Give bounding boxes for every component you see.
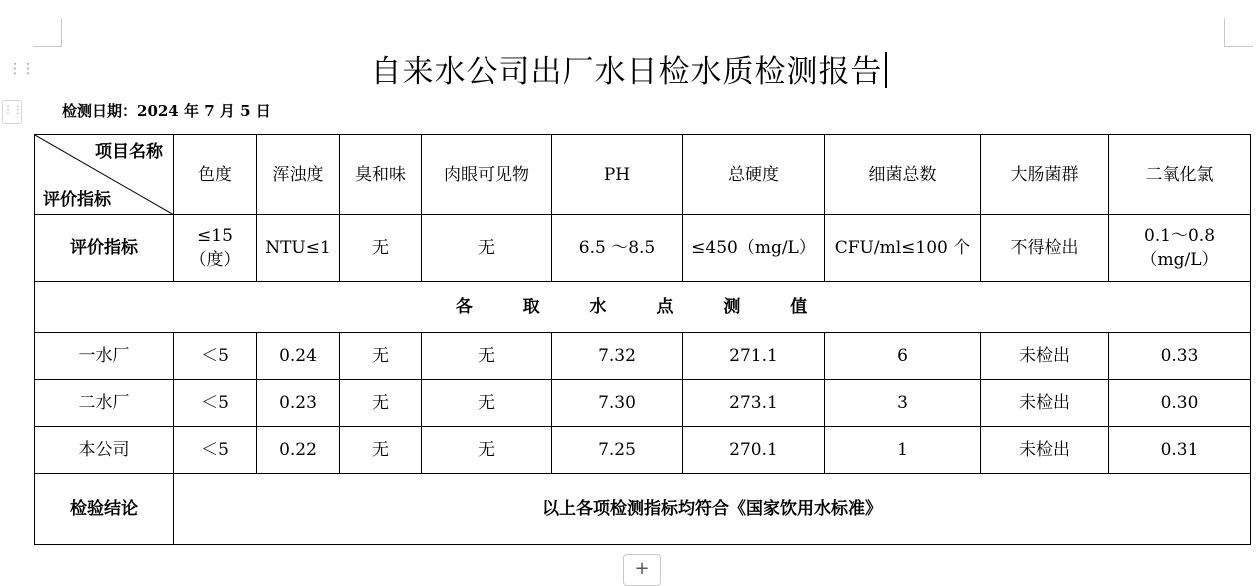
criteria-cell: ≤15（度） [174, 215, 257, 282]
criteria-cell: CFU/ml≤100 个 [825, 215, 981, 282]
table-row [35, 427, 1251, 474]
table-cell: 0.30 [1109, 380, 1251, 427]
criteria-cell: 6.5 ～8.5 [552, 215, 683, 282]
table-cell: 7.25 [552, 427, 683, 474]
text-cursor [885, 52, 887, 88]
table-cell: 7.32 [552, 333, 683, 380]
section-label: 各 取 水 点 测 值 [35, 282, 1251, 333]
table-row [35, 333, 1251, 380]
criteria-cell: NTU≤1 [257, 215, 340, 282]
criteria-cell: 不得检出 [981, 215, 1109, 282]
table-cell: 270.1 [683, 427, 825, 474]
criteria-cell: 0.1～0.8（mg/L） [1109, 215, 1251, 282]
criteria-cell: 无 [340, 215, 422, 282]
conclusion-label: 检验结论 [35, 474, 174, 545]
table-cell: 0.24 [257, 333, 340, 380]
corner-header-top: 项目名称 [95, 142, 163, 162]
table-cell: 无 [422, 333, 552, 380]
table-cell: 无 [422, 380, 552, 427]
table-cell: ＜5 [174, 380, 257, 427]
table-cell: 6 [825, 333, 981, 380]
table-cell: 271.1 [683, 333, 825, 380]
column-header: PH [552, 135, 683, 215]
table-cell: 0.33 [1109, 333, 1251, 380]
drag-handle-icon[interactable]: ⋮⋮ [8, 61, 34, 77]
table-cell: 无 [422, 427, 552, 474]
column-header: 细菌总数 [825, 135, 981, 215]
column-header: 肉眼可见物 [422, 135, 552, 215]
section-row [35, 282, 1251, 333]
column-header: 总硬度 [683, 135, 825, 215]
table-cell: 0.31 [1109, 427, 1251, 474]
row-label: 评价指标 [35, 215, 174, 282]
table-cell: 未检出 [981, 427, 1109, 474]
row-label: 一水厂 [35, 333, 174, 380]
table-cell: ＜5 [174, 333, 257, 380]
header-row [35, 135, 1251, 215]
table-cell: 3 [825, 380, 981, 427]
table-cell: 7.30 [552, 380, 683, 427]
column-header: 二氧化氯 [1109, 135, 1251, 215]
page-corner-top-left [33, 18, 62, 47]
table-handle-icon[interactable]: ⋮⋮ [2, 100, 22, 124]
plus-icon: + [634, 558, 650, 579]
criteria-cell: 无 [422, 215, 552, 282]
criteria-cell: ≤450（mg/L） [683, 215, 825, 282]
table-cell: 0.23 [257, 380, 340, 427]
column-header: 大肠菌群 [981, 135, 1109, 215]
corner-header-bottom: 评价指标 [43, 190, 111, 210]
page-corner-top-right [1224, 18, 1253, 47]
document-title[interactable] [0, 52, 1257, 92]
table-cell: 无 [340, 333, 422, 380]
report-table [34, 134, 1251, 545]
table-cell: 1 [825, 427, 981, 474]
criteria-row [35, 215, 1251, 282]
table-cell: 未检出 [981, 333, 1109, 380]
table-cell: 未检出 [981, 380, 1109, 427]
conclusion-row [35, 474, 1251, 545]
row-label: 本公司 [35, 427, 174, 474]
table-cell: 无 [340, 380, 422, 427]
table-cell: 273.1 [683, 380, 825, 427]
column-header: 浑浊度 [257, 135, 340, 215]
table-cell: 0.22 [257, 427, 340, 474]
column-header: 色度 [174, 135, 257, 215]
row-label: 二水厂 [35, 380, 174, 427]
table-cell: 无 [340, 427, 422, 474]
table-row [35, 380, 1251, 427]
table-cell: ＜5 [174, 427, 257, 474]
column-header: 臭和味 [340, 135, 422, 215]
report-date: 检测日期：2024 年 7 月 5 日 [62, 102, 271, 120]
add-row-button[interactable] [623, 554, 661, 586]
conclusion-text: 以上各项检测指标均符合《国家饮用水标准》 [174, 474, 1251, 545]
corner-header-cell [35, 135, 174, 215]
title-text: 自来水公司出厂水日检水质检测报告 [370, 54, 883, 90]
